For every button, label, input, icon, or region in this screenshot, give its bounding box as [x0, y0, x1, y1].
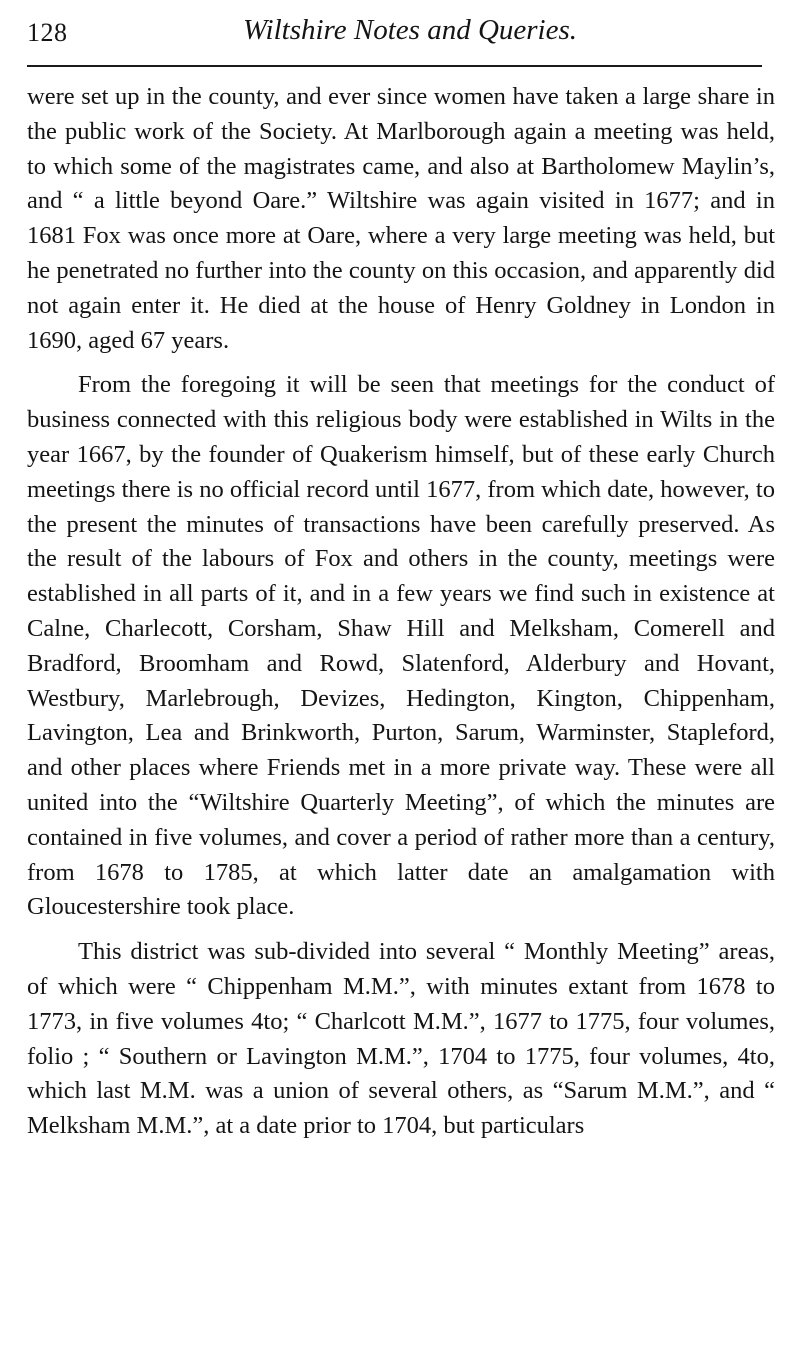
running-head [27, 14, 773, 54]
paragraph-meetings-established: From the foregoing it will be seen that meetings for the conduct of business connected with this religious body were established in Wilts in the year 1667, by the founder of Quakerism himself, but of these early Church meetings there is no official record until 1677, from which date, however, to the present the minutes of transactions have been carefully preserved. As the result of the labours of Fox and others in the county, meetings were established in all parts of it, and in a few years we find such in existence at Calne, Charlecott, Corsham, Shaw Hill and Melksham, Comerell and Bradford, Broomham and Rowd, Slatenford, Alderbury and Hovant, Westbury, Marlebrough, Devizes, Hedington, Kington, Chippenham, Lavington, Lea and Brinkworth, Purton, Sarum, Warminster, Stapleford, and other places where Friends met in a more private way. These were all united into the “Wiltshire Quarterly Meeting”, of which the minutes are contained in five volumes, and cover a period of rather more than a century, from 1678 to 1785, at which latter date an amalgamation with Gloucestershire took place. [27, 371, 775, 921]
running-title: Wiltshire Notes and Queries. [242, 14, 578, 46]
header-rule [27, 65, 762, 67]
paragraph-continued: were set up in the county, and ever since women have taken a large share in the public work of the Society. At Marlborough again a meeting was held, to which some of the magistrates came, and also at Bartholomew Maylin’s, and “ a little beyond Oare.” Wiltshire was again visited in 1677; and in 1681 Fox was once more at Oare, where a very large meeting was held, but he penetrated no further into the county on this occasion, and apparently did not again enter it. He died at the house of Henry Goldney in London in 1690, aged 67 years. [27, 83, 775, 354]
body-text [27, 80, 775, 1144]
paragraph-monthly-meetings: This district was sub-divided into several “ Monthly Meeting” areas, of which were “ Chippenham M.M.”, with minutes extant from 1678 to 1773, in five volumes 4to; “ Charlcott M.M.”, 1677 to 1775, four volumes, folio ; “ Southern or Lavington M.M.”, 1704 to 1775, four volumes, 4to, which last M.M. was a union of several others, as “Sarum M.M.”, and “ Melksham M.M.”, at a date prior to 1704, but particulars [27, 938, 775, 1140]
page-number: 128 [27, 18, 68, 47]
